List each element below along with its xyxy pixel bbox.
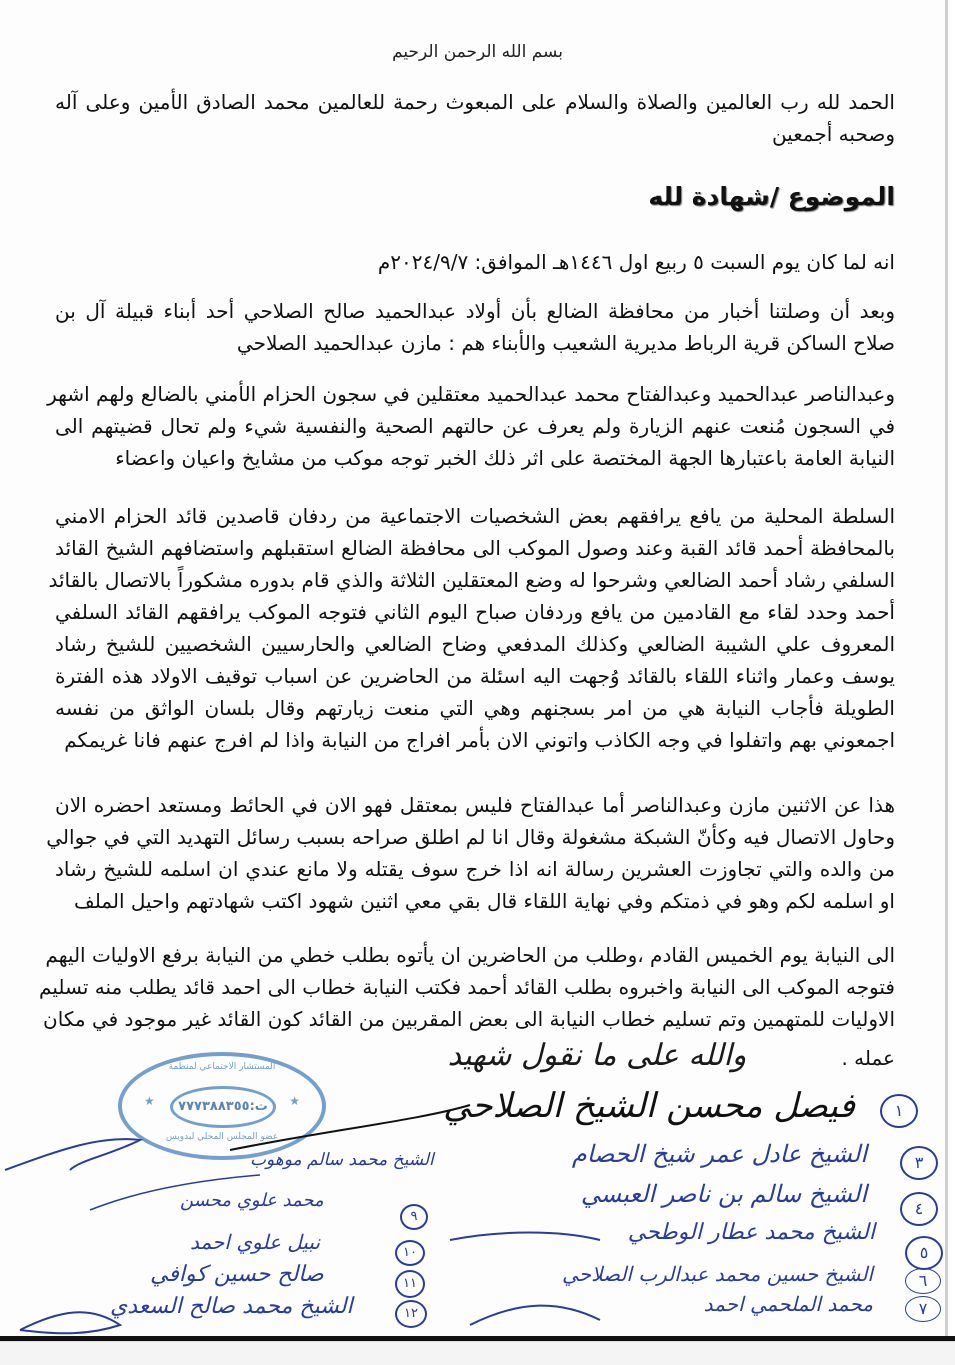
signatory-name: الشيخ عادل عمر شيخ الحصام	[571, 1140, 867, 1168]
opening-line: وصحبه أجمعين	[771, 122, 895, 146]
signatory-name: محمد علوي محسن	[180, 1190, 324, 1211]
paragraph-line: يوسف وعمار واثناء اللقاء بالقائد وُجهت اليه اسئلة من الحاضرين عن اسباب توقيف الاولاد هذه الفترة	[55, 664, 895, 688]
paragraph-line: الاوليات للمتهمين وتم تسليم خطاب النيابة الى بعض المقربين من القائد كون القائد غير موجود في مكان	[43, 1007, 895, 1031]
signatory-number: ٣	[900, 1146, 938, 1180]
paragraph-2	[47, 378, 895, 474]
signature-scribbles	[0, 1080, 955, 1340]
subject-heading	[55, 182, 895, 211]
signature-stroke	[20, 1312, 120, 1333]
paragraph-line: أحمد وحدد لقاء مع القادمين من يافع وردفان صباح اليوم الثاني فتوجه الموكب يرافقهم القائد السلفي	[55, 600, 895, 624]
paragraph-1	[55, 295, 895, 359]
signatory-name: صالح حسين كوافي	[150, 1262, 324, 1287]
signatory-number: ١٢	[395, 1300, 427, 1328]
paragraph-3	[48, 500, 895, 756]
paragraph-line: النيابة العامة باعتبارها الجهة المختصة على اثر ذلك الخبر توجه موكب من مشايخ واعيان واعضاء	[115, 446, 895, 470]
signature-stroke	[90, 1175, 260, 1210]
signature-stroke	[230, 1105, 470, 1150]
signatory-number: ٧	[905, 1296, 941, 1322]
stamp-bottom-text: عضو المجلس المحلي لبدويس	[165, 1132, 279, 1142]
paragraph-line: فتوجه الموكب الى النيابة واخبروه بطلب القائد أحمد فكتب النيابة خطاب الى احمد قائد يطلب منه تسليم	[39, 975, 895, 999]
signature-stroke	[450, 1233, 600, 1241]
paragraph-line: الطويلة فأجاب النيابة هي من امر بسجنهم وهي التي منعت زيارتهم وقال بلسان الواثق من نفسه	[55, 696, 895, 720]
paragraph-5	[39, 939, 895, 1035]
signatory-name: الشيخ محمد عطار الوطحي	[627, 1220, 875, 1245]
signature-stroke	[470, 1306, 600, 1325]
paragraph-line: بالمحافظة أحمد قائد القبة وعند وصول الموكب الى محافظة الضالع استقبلهم واستضافهم الشيخ القائد	[55, 536, 895, 560]
paragraph-line: السلفي رشاد أحمد الضالعي وشرحوا له وضع المعتقلين الثلاثة والذي قام بدوره مشكوراً بالاتصال بالقائد	[48, 568, 895, 592]
paragraph-line: السلطة المحلية من يافع يرافقهم بعض الشخصيات الاجتماعية من ردفان قاصدين قائد الحزام الامني	[55, 504, 895, 528]
star-icon: ★	[144, 1094, 155, 1108]
signatory-number: ١	[880, 1094, 918, 1128]
opening-praise	[55, 86, 895, 150]
signatory-number: ٥	[905, 1236, 943, 1270]
signatory-number: ١٠	[395, 1240, 425, 1266]
signature-stroke	[5, 1139, 140, 1170]
signatory-name: الشيخ سالم بن ناصر العبسي	[580, 1180, 867, 1208]
stamp-phone: ت:٧٧٧٣٨٨٣٥٥	[170, 1086, 276, 1128]
signatory-number: ٤	[900, 1192, 938, 1226]
paragraph-line: صلاح الساكن قرية الرباط مديرية الشعيب والأبناء هم : مازن عبدالحميد الصلاحي	[236, 331, 895, 355]
paragraph-line: في السجون مُنعت عنهم الزيارة ولم يعرف عن حالتهم الصحية والنفسية شيء ولم تحال قضيتهم الى	[55, 414, 895, 438]
signatory-number: ٩	[400, 1204, 428, 1230]
signatory-name: الشيخ حسين محمد عبدالرب الصلاحي	[562, 1262, 873, 1286]
paragraph-line: وبعد أن وصلتنا أخبار من محافظة الضالع بأن أولاد عبدالحميد صالح الصلاحي أحد أبناء قبيلة آل بن	[55, 299, 895, 323]
paragraph-line: من والده والتي تجاوزت العشرين رسالة انه اذا خرج سوف يقتله ولا مانع عندي ان اسلمه للشيخ رشاد	[55, 857, 895, 881]
paragraph-line: الى النيابة يوم الخميس القادم ،وطلب من الحاضرين ان يأتوه بطلب خطي من النيابة برفع الاوليات اليهم	[45, 943, 895, 967]
paragraph-4	[46, 789, 895, 917]
basmala: بسم الله الرحمن الرحيم	[392, 42, 563, 62]
paragraph-line: وعبدالناصر عبدالحميد وعبدالفتاح محمد عبدالحميد معتقلين في سجون الحزام الأمني بالضالع ولهم اشهر	[47, 382, 895, 406]
date-line	[55, 246, 895, 278]
paragraph-line: هذا عن الاثنين مازن وعبدالناصر أما عبدالفتاح فليس بمعتقل فهو الان في الحائط ومستعد احضره الان	[55, 793, 895, 817]
star-icon: ★	[289, 1094, 300, 1108]
stamp-top-text: المستشار الاجتماعي لمنظمة	[168, 1062, 276, 1072]
paragraph-line: المعروف علي الشيبة الضالعي وكذلك المدفعي وضاح الضالعي والحارسيين الشخصيين للشيخ رشاد	[55, 632, 895, 656]
opening-line: الحمد لله رب العالمين والصلاة والسلام على المبعوث رحمة للعالمين محمد الصادق الأمين وعلى آله	[55, 90, 895, 114]
next-page-edge	[0, 1341, 955, 1365]
signatory-name: الشيخ محمد سالم موهوب	[250, 1150, 434, 1170]
signatory-number: ١١	[395, 1270, 425, 1298]
paragraph-line: وحاول الاتصال فيه وكأنّ الشبكة مشغولة وقال انا لم اطلق صراحه بسبب رسائل التهديد التي في جوالي	[46, 825, 895, 849]
closing-word: عمله .	[841, 1046, 895, 1070]
signatory-number: ٦	[905, 1268, 941, 1294]
signatory-name: محمد الملحمي احمد	[703, 1292, 873, 1316]
paragraph-line: اجمعوني بهم واتفلوا في وجه الكاذب واتوني الان بأمر افراج من النيابة واذا لم افرج عنهم فانا غريمكم	[64, 728, 895, 752]
subject-title: الموضوع /شهادة لله	[648, 182, 895, 211]
paragraph-line: او اسلمه لكم وهو في ذمتكم وفي نهاية اللقاء قال بقي معي اثنين شهود اكتب شهادتهم واحيل الملف	[73, 889, 895, 913]
signatory-name: فيصل محسن الشيخ الصلاحي	[443, 1086, 855, 1126]
date-text: انه لما كان يوم السبت ٥ ربيع اول ١٤٤٦هـ الموافق: ٢٠٢٤/٩/٧م	[377, 250, 895, 274]
signatory-name: نبيل علوي احمد	[190, 1230, 321, 1254]
handwritten-oath: والله على ما نقول شهيد	[447, 1038, 747, 1073]
signatory-name: الشيخ محمد صالح السعدي	[110, 1294, 353, 1319]
